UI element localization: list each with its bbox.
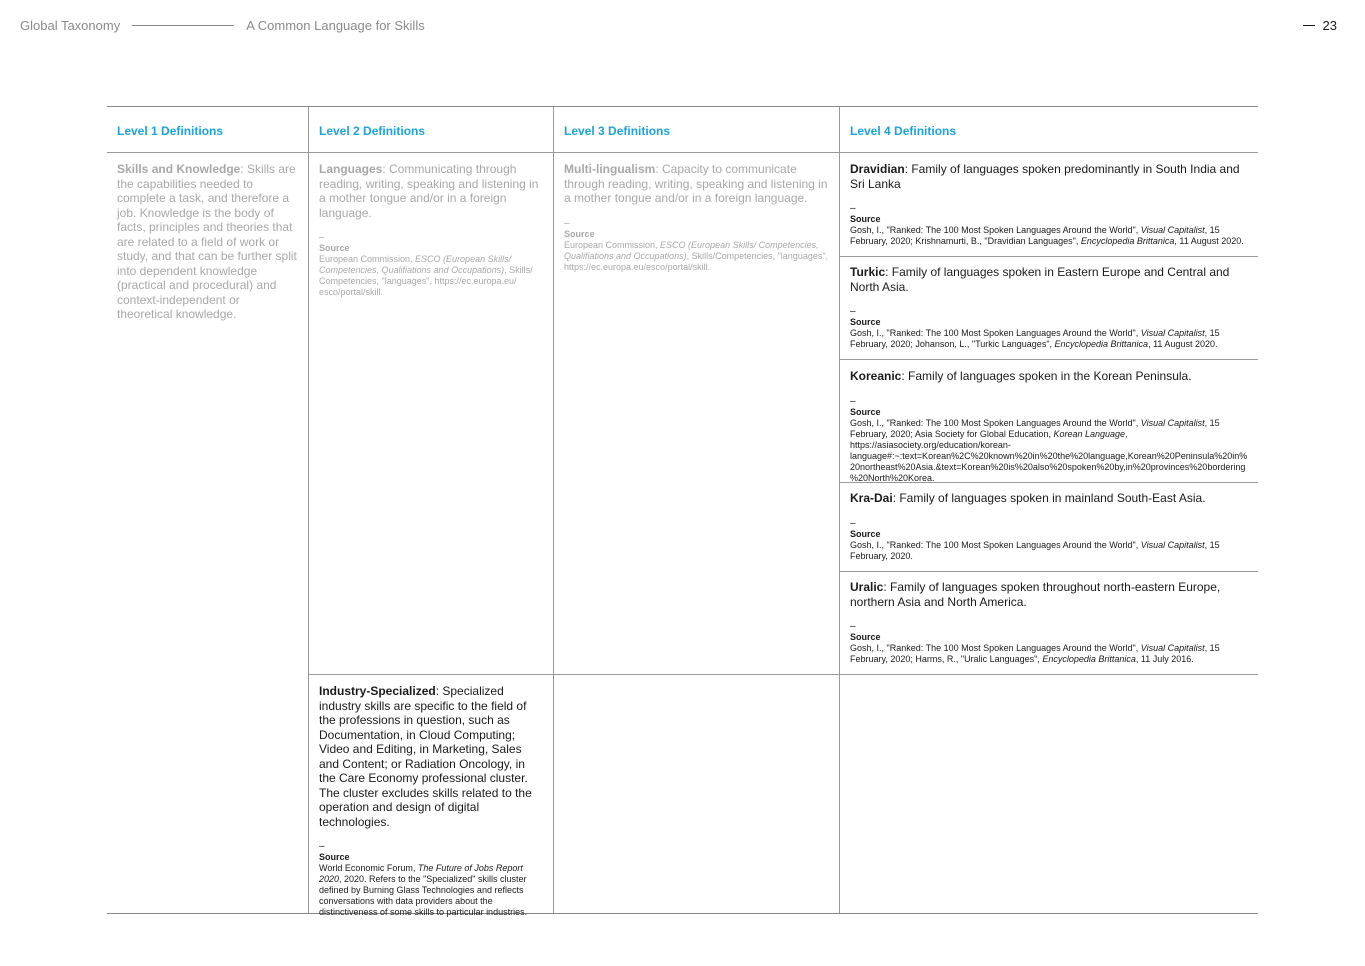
definition-term: Languages [319, 162, 383, 176]
page-number-rule [1303, 25, 1315, 26]
source-text: World Economic Forum, The Future of Jobs Report 2020, 2020. Refers to the "Specialized" skills cluster defined by Burning Glass Technologies and reflects conversations with data providers about the distinctiveness of some skills to particular industries. [319, 863, 528, 917]
definition-text: : Family of languages spoken throughout north-eastern Europe, northern Asia and North America. [850, 580, 1221, 609]
definition-text: : Family of languages spoken in mainland South-East Asia. [892, 491, 1206, 505]
page-number [1303, 18, 1337, 33]
source-text: Gosh, I., "Ranked: The 100 Most Spoken Languages Around the World", Visual Capitalist, 15 February, 2020; Johanson, L., "Turkic Languages", Encyclopedia Brittanica, 11 August 2020. [850, 328, 1220, 349]
definition-term: Turkic [850, 265, 886, 279]
level4-turkic [840, 265, 1258, 350]
column-header-level3: Level 3 Definitions [564, 124, 671, 138]
header-row-divider [107, 152, 1258, 153]
running-header [20, 18, 425, 33]
definition-text: : Capacity to communicate through reading, writing, speaking and listening in a mother tongue and/or in a foreign language. [564, 162, 828, 205]
source-dash: – [850, 395, 856, 407]
source-text: Gosh, I., "Ranked: The 100 Most Spoken Languages Around the World", Visual Capitalist, 15 February, 2020; Asia Society for Global Education, Korean Language, https://asiasociety.org/education/korean-language#:~:text=Korean%2C%20known%20in%20the%20language,Korean%20Peninsula%20in%20northeast%20Asia.&text=Korean%20is%20also%20spoken%20by,in%20provinces%20bordering%20North%20Korea. [850, 417, 1248, 483]
definition-text: : Skills are the capabilities needed to complete a task, and therefore a job. Knowledge is the body of facts, principles and theories that are related to a field of work or study, and that can be further split into dependent knowledge (practical and procedural) and context-independent or theoretical knowledge. [117, 162, 297, 321]
definition-text: : Family of languages spoken predominantly in South India and Sri Lanka [850, 162, 1240, 191]
level4-divider [839, 571, 1258, 572]
definition-term: Koreanic [850, 369, 902, 383]
definitions-table [107, 106, 1258, 917]
definition-term: Industry-Specialized [319, 684, 436, 698]
document-subtitle: A Common Language for Skills [246, 18, 425, 33]
source-text: Gosh, I., "Ranked: The 100 Most Spoken Languages Around the World", Visual Capitalist, 15 February, 2020; Harms, R., "Uralic Languages", Encyclopedia Brittanica, 11 July 2016. [850, 643, 1220, 664]
header-rule [132, 25, 234, 26]
column-header-level1: Level 1 Definitions [117, 124, 224, 138]
level3-multi-lingualism [554, 162, 839, 273]
source-label: Source [319, 852, 350, 862]
definition-term: Uralic [850, 580, 884, 594]
page-number-value: 23 [1322, 18, 1337, 33]
source-text: Gosh, I., "Ranked: The 100 Most Spoken Languages Around the World", Visual Capitalist, 15 February, 2020; Krishnamurti, B., "Dravidian Languages", Encyclopedia Brittanica, 11 August 2020. [850, 225, 1244, 246]
level4-kra-dai [840, 491, 1258, 562]
source-label: Source [850, 214, 881, 224]
level2-languages [309, 162, 553, 298]
source-dash: – [850, 517, 856, 529]
source-label: Source [850, 632, 881, 642]
column-header-level4: Level 4 Definitions [850, 124, 957, 138]
source-text: European Commission, ESCO (European Skills/ Competencies, Qualifiations and Occupations), Skills/ Competencies, "languages", https://ec.europa.eu/ esco/portal/skill. [319, 254, 533, 297]
level4-dravidian [840, 162, 1258, 247]
source-dash: – [564, 217, 570, 229]
level4-divider [839, 359, 1258, 360]
source-text: European Commission, ESCO (European Skills/ Competencies, Qualifiations and Occupations), Skills/Competencies, "languages", https://ec.europa.eu/esco/portal/skill. [564, 239, 829, 272]
source-dash: – [850, 306, 856, 317]
source-dash: – [850, 203, 856, 214]
row-divider [308, 674, 1258, 675]
definition-term: Skills and Knowledge [117, 162, 241, 176]
level4-koreanic [840, 369, 1258, 484]
definition-text: : Family of languages spoken in Eastern Europe and Central and North Asia. [850, 265, 1230, 294]
definition-text: : Specialized industry skills are specific to the field of the professions in question, such as Documentation, in Cloud Computing; Video and Editing, in Marketing, Sales and Content; or Radiation Oncology, in the Care Economy professional cluster. The cluster excludes skills related to the operation and design of digital technologies. [319, 684, 532, 829]
source-dash: – [850, 621, 856, 632]
source-dash: – [319, 232, 325, 243]
level2-industry-specialized [309, 684, 553, 918]
definition-text: : Communicating through reading, writing, speaking and listening in a mother tongue and/or in a foreign language. [319, 162, 539, 220]
source-label: Source [850, 406, 881, 417]
definition-term: Kra-Dai [850, 491, 893, 505]
column-header-level2: Level 2 Definitions [319, 124, 426, 138]
document-title: Global Taxonomy [20, 18, 121, 33]
level4-uralic [840, 580, 1258, 665]
source-label: Source [850, 528, 881, 539]
level4-divider [839, 256, 1258, 257]
definition-text: : Family of languages spoken in the Korean Peninsula. [901, 369, 1192, 383]
level1-skills-and-knowledge [107, 162, 308, 322]
definition-term: Dravidian [850, 162, 905, 176]
definition-term: Multi-lingualism [564, 162, 656, 176]
source-text: Gosh, I., "Ranked: The 100 Most Spoken Languages Around the World", Visual Capitalist, 15 February, 2020. [850, 539, 1220, 561]
source-label: Source [850, 317, 881, 327]
source-label: Source [564, 228, 595, 239]
source-dash: – [319, 841, 325, 852]
source-label: Source [319, 243, 350, 253]
